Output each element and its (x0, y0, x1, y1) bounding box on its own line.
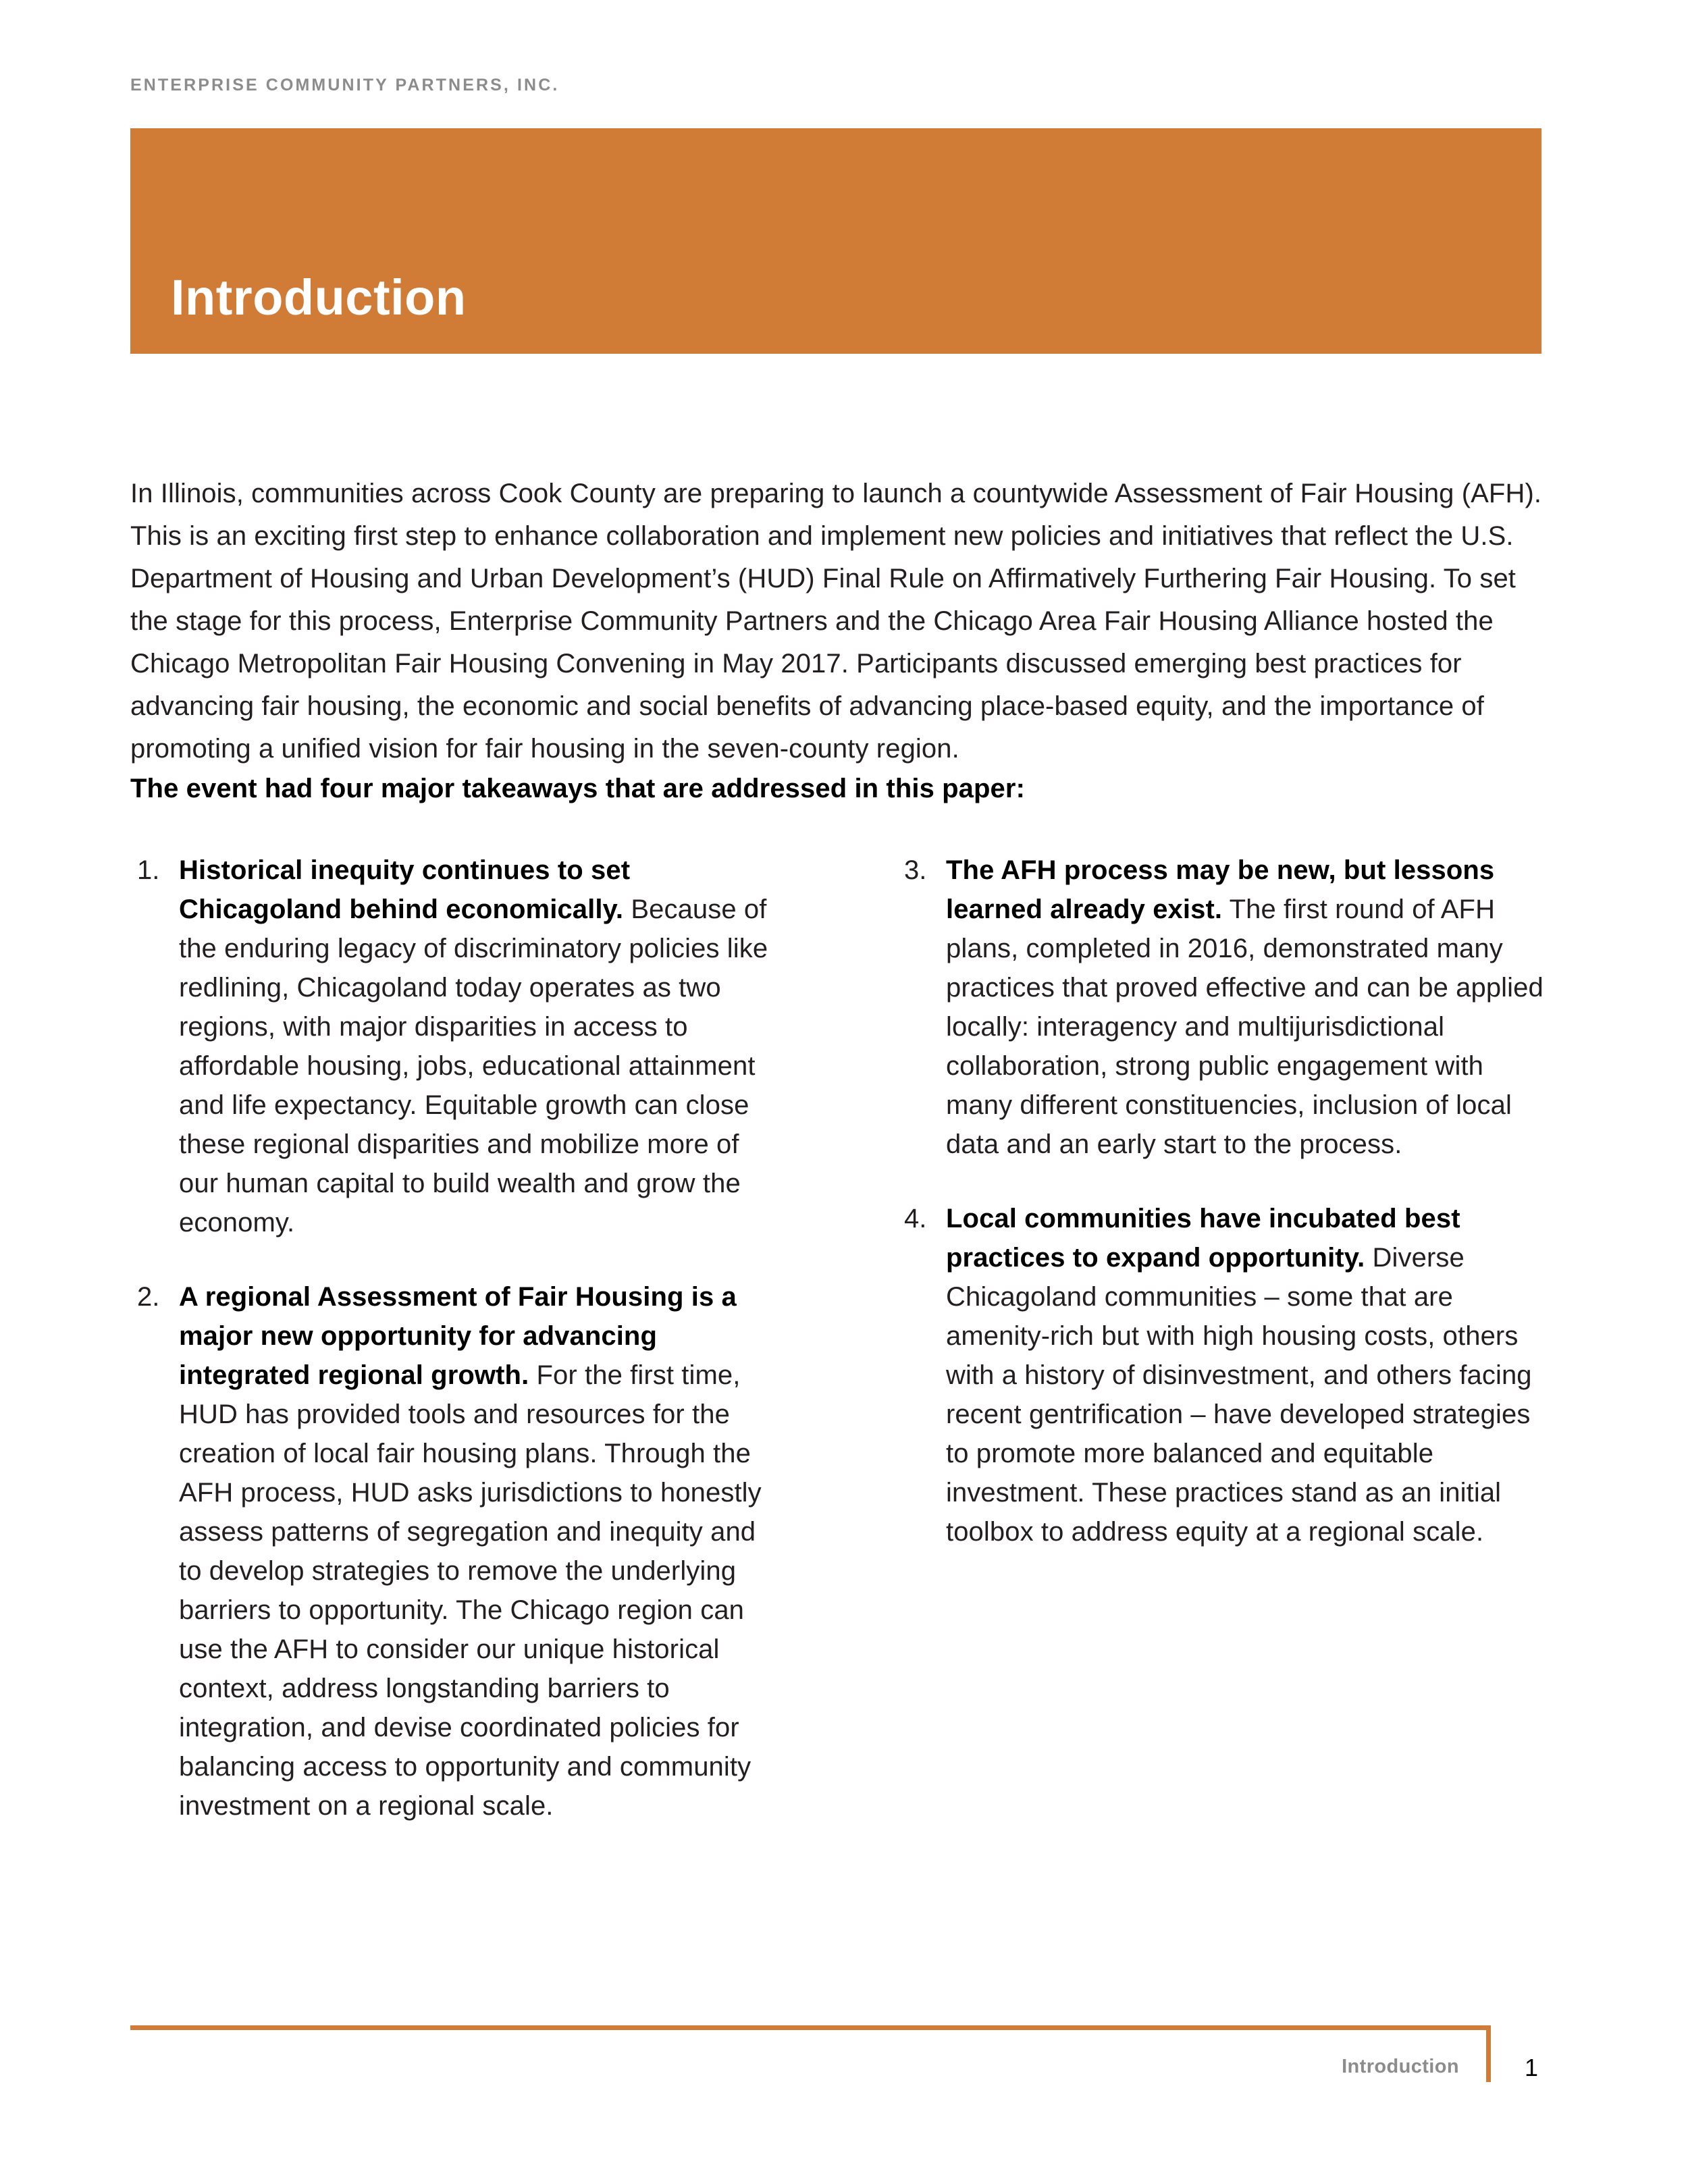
list-item-lead: A regional Assessment of Fair Housing is a major new opportunity for advancing integrated regional growth. (179, 1282, 737, 1390)
page-number: 1 (1525, 2054, 1539, 2081)
footer-rule (130, 2025, 1491, 2030)
running-head: ENTERPRISE COMMUNITY PARTNERS, INC. (130, 76, 560, 95)
list-item-lead: Historical inequity continues to set Chicagoland behind economically. (179, 855, 631, 924)
list-item-number: 3. (904, 855, 927, 885)
page-footer (130, 2025, 1541, 2127)
footer-chapter-label: Introduction (1342, 2056, 1459, 2077)
list-item-text (179, 851, 779, 1242)
list-item-number: 2. (137, 1282, 160, 1312)
list-item-lead: The AFH process may be new, but lessons learned already exist. (946, 855, 1495, 924)
list-item-text (179, 1277, 779, 1826)
list-item-number: 4. (904, 1204, 927, 1233)
list-item-text (946, 1199, 1546, 1551)
takeaways-left-column (130, 851, 779, 1826)
list-item-body: The first round of AFH plans, completed in 2016, demonstrated many practices that proved effective and can be applied locally: interagency and multijurisdictional collaboration, strong public engagement with many different constituencies, inclusion of local data and an early start to the process. (946, 895, 1544, 1159)
list-item (130, 851, 779, 1242)
list-item (897, 851, 1546, 1164)
list-item-lead: Local communities have incubated best practices to expand opportunity. (946, 1204, 1460, 1273)
list-item-number: 1. (137, 855, 160, 885)
list-item-body: For the first time, HUD has provided tools and resources for the creation of local fair housing plans. Through the AFH process, HUD asks jurisdictions to honestly assess patterns of segregation and inequity and to develop strategies to remove the underlying barriers to opportunity. The Chicago region can use the AFH to consider our unique historical context, address longstanding barriers to integration, and devise coordinated policies for balancing access to opportunity and community investment on a regional scale. (179, 1360, 762, 1821)
list-item (897, 1199, 1546, 1551)
intro-paragraph: In Illinois, communities across Cook County are preparing to launch a countywide Assessment of Fair Housing (AFH). This is an exciting first step to enhance collaboration and implement new policies and initiatives that reflect the U.S. Department of Housing and Urban Development’s (HUD) Final Rule on Affirmatively Furthering Fair Housing. To set the stage for this process, Enterprise Community Partners and the Chicago Area Fair Housing Alliance hosted the Chicago Metropolitan Fair Housing Convening in May 2017. Participants discussed emerging best practices for advancing fair housing, the economic and social benefits of advancing place-based equity, and the importance of promoting a unified vision for fair housing in the seven-county region. (130, 479, 1542, 764)
takeaways-lead-in: The event had four major takeaways that are addressed in this paper: (130, 774, 1025, 803)
list-item-body: Because of the enduring legacy of discriminatory policies like redlining, Chicagoland today operates as two regions, with major disparities in access to affordable housing, jobs, educational attainment and life expectancy. Equitable growth can close these regional disparities and mobilize more of our human capital to build wealth and grow the economy. (179, 895, 768, 1237)
list-item (130, 1277, 779, 1826)
list-item-body: Diverse Chicagoland communities – some that are amenity-rich but with high housing costs, others with a history of disinvestment, and others facing recent gentrification – have developed strategies to promote more balanced and equitable investment. These practices stand as an initial toolbox to address equity at a regional scale. (946, 1243, 1532, 1547)
chapter-banner (130, 128, 1541, 354)
list-item-text (946, 851, 1546, 1164)
takeaways-right-column (897, 851, 1546, 1826)
footer-rule-tick (1486, 2025, 1491, 2082)
page-title: Introduction (171, 269, 467, 325)
page-content (130, 473, 1545, 1821)
takeaways-columns (130, 851, 1545, 1826)
